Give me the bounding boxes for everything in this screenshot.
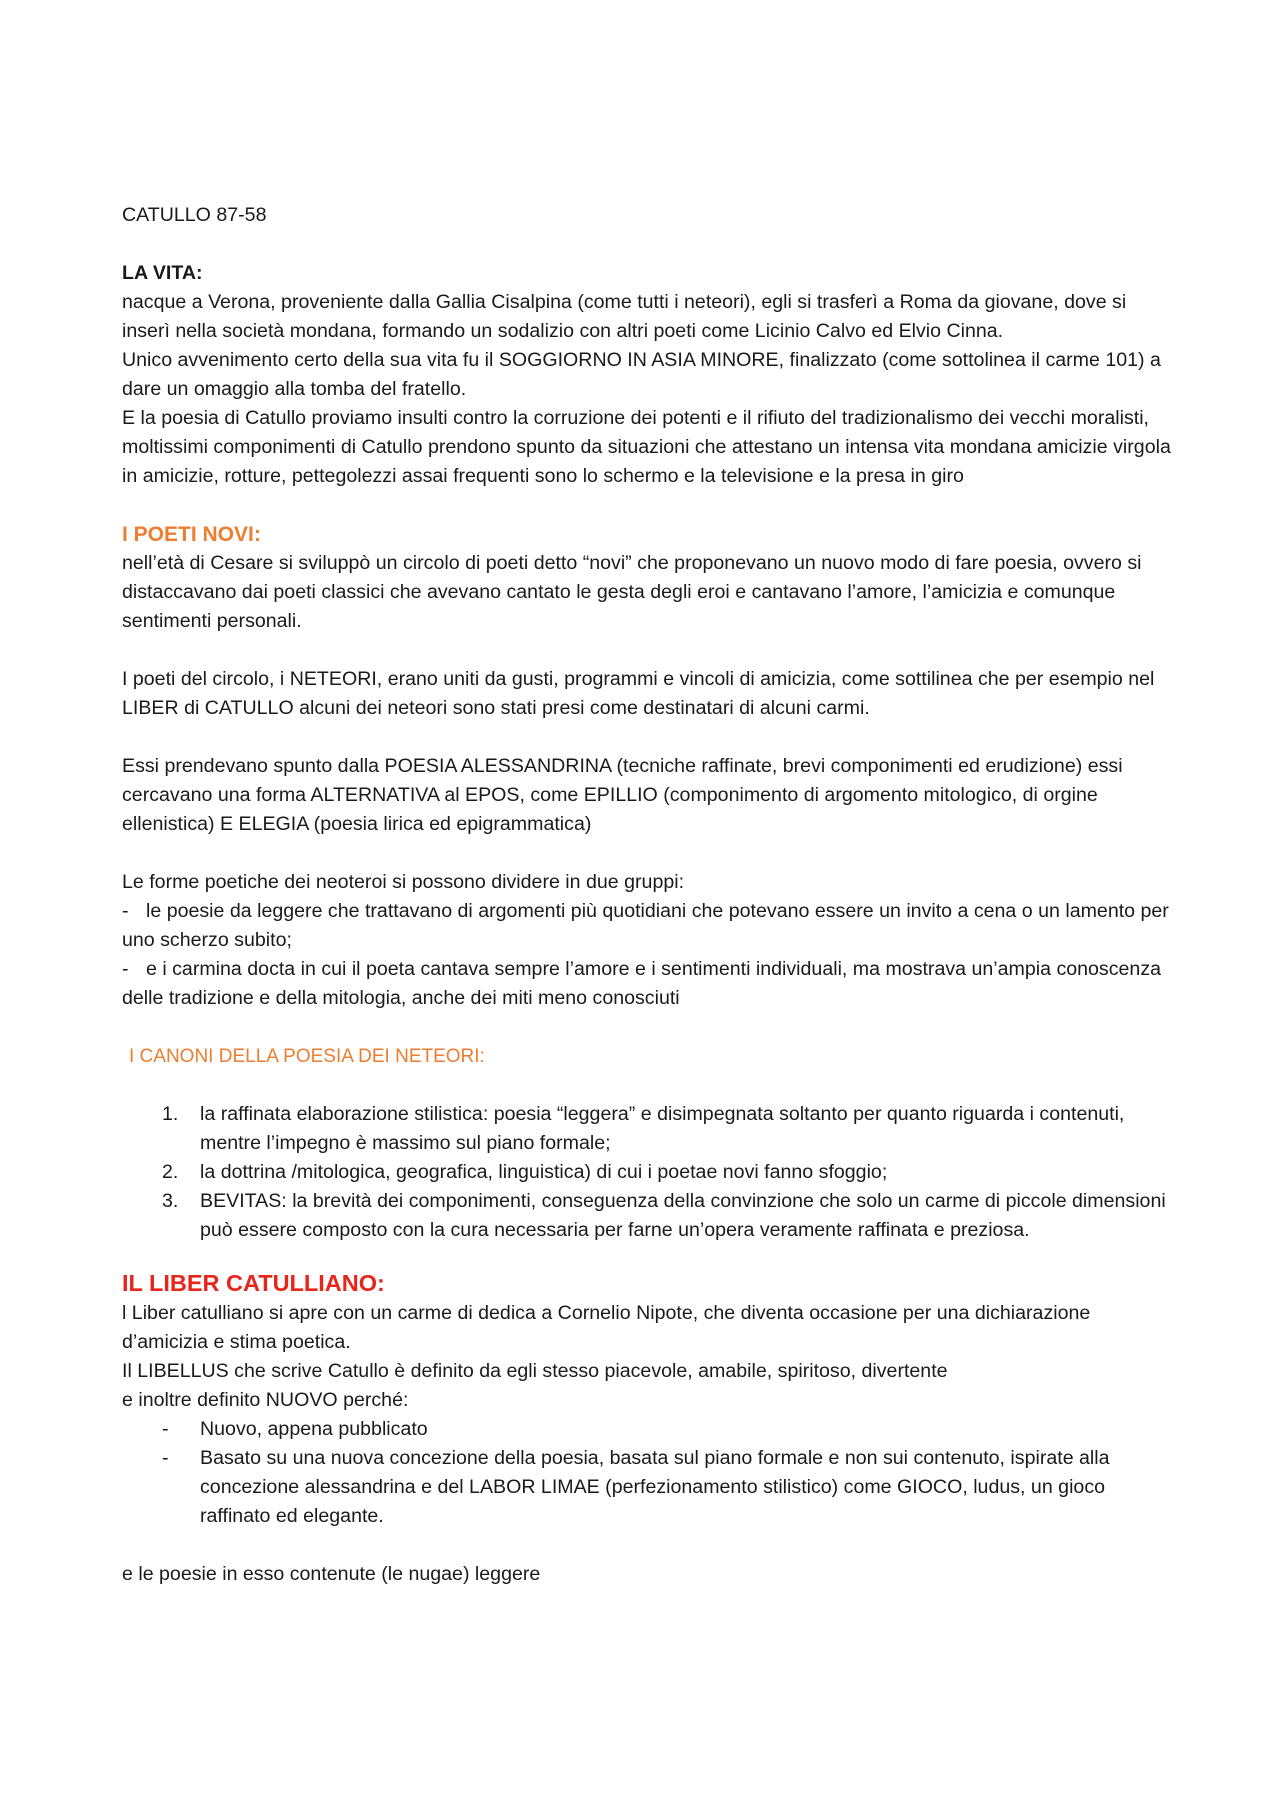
paragraph: Il LIBELLUS che scrive Catullo è definito da egli stesso piacevole, amabile, spiritoso, divertente [122, 1360, 948, 1382]
dash-marker: - [162, 1447, 169, 1469]
list-number: 1. [162, 1103, 179, 1125]
spacer [122, 723, 1172, 752]
spacer [122, 230, 1172, 259]
spacer [122, 636, 1172, 665]
list-number: 3. [162, 1190, 179, 1212]
list-number: 2. [162, 1161, 179, 1183]
paragraph: l Liber catulliano si apre con un carme di dedica a Cornelio Nipote, che diventa occasione per una dichiarazione d’amicizia e stima poetica. [122, 1302, 1091, 1353]
list-item-text: BEVITAS: la brevità dei componimenti, conseguenza della convinzione che solo un carme di piccole dimensioni può essere composto con la cura necessaria per farne un’opera veramente raffinata e preziosa. [200, 1190, 1166, 1241]
paragraph: nacque a Verona, proveniente dalla Gallia Cisalpina (come tutti i neteori), egli si trasferì a Roma da giovane, dove si inserì nella società mondana, formando un sodalizio con altri poeti come Licinio Calvo ed Elvio Cinna. [122, 291, 1127, 342]
spacer [122, 491, 1172, 520]
paragraph: Le forme poetiche dei neoteroi si possono dividere in due gruppi: [122, 871, 685, 893]
dash-item-text: le poesie da leggere che trattavano di argomenti più quotidiani che potevano essere un invito a cena o un lamento per uno scherzo subito; [122, 900, 1169, 951]
document-page [122, 201, 1172, 1589]
list-item-text: la raffinata elaborazione stilistica: poesia “leggera” e disimpegnata soltanto per quanto riguarda i contenuti, mentre l’impegno è massimo sul piano formale; [200, 1103, 1125, 1154]
dash-marker: - [122, 900, 129, 922]
list-item [122, 1100, 1172, 1158]
spacer [122, 839, 1172, 868]
document-title: CATULLO 87-58 [122, 204, 267, 226]
spacer [122, 1245, 1172, 1267]
paragraph: e inoltre definito NUOVO perché: [122, 1389, 409, 1411]
list-item-text: la dottrina /mitologica, geografica, linguistica) di cui i poetae novi fanno sfoggio; [200, 1161, 888, 1183]
paragraph: Unico avvenimento certo della sua vita fu il SOGGIORNO IN ASIA MINORE, finalizzato (come sottolinea il carme 101) a dare un omaggio alla tomba del fratello. [122, 349, 1161, 400]
dash-item-text: e i carmina docta in cui il poeta cantava sempre l’amore e i sentimenti individuali, ma mostrava un’ampia conoscenza delle tradizione e della mitologia, anche dei miti meno conosciuti [122, 958, 1162, 1009]
closing-paragraph: e le poesie in esso contenute (le nugae) leggere [122, 1563, 541, 1585]
spacer [122, 1531, 1172, 1560]
dash-marker: - [162, 1418, 169, 1440]
paragraph: Essi prendevano spunto dalla POESIA ALESSANDRINA (tecniche raffinate, brevi componimenti ed erudizione) essi cercavano una forma ALTERNATIVA al EPOS, come EPILLIO (componimento di argomento mitologico, di orgine ellenistica) E ELEGIA (poesia lirica ed epigrammatica) [122, 755, 1123, 835]
dash-marker: - [122, 958, 129, 980]
list-item-text: Nuovo, appena pubblicato [200, 1418, 428, 1440]
list-item-text: Basato su una nuova concezione della poesia, basata sul piano formale e non sui contenuto, ispirate alla concezione alessandrina e del LABOR LIMAE (perfezionamento stilistico) come GIOCO, ludus, un gioco raffinato ed elegante. [200, 1447, 1110, 1527]
dash-list-item [122, 897, 1172, 955]
list-item [122, 1415, 1172, 1444]
dash-list-item [122, 955, 1172, 1013]
section-heading-poeti-novi: I POETI NOVI: [122, 523, 261, 546]
spacer [122, 1071, 1172, 1100]
section-heading-vita: LA VITA: [122, 262, 203, 284]
section-heading-liber: IL LIBER CATULLIANO: [122, 1270, 385, 1296]
section-heading-canoni: I CANONI DELLA POESIA DEI NETEORI: [129, 1046, 485, 1067]
paragraph: E la poesia di Catullo proviamo insulti contro la corruzione dei potenti e il rifiuto del tradizionalismo dei vecchi moralisti, moltissimi componimenti di Catullo prendono spunto da situazioni che attestano un intensa vita mondana amicizie virgola in amicizie, rotture, pettegolezzi assai frequenti sono lo schermo e la televisione e la presa in giro [122, 407, 1171, 487]
paragraph: I poeti del circolo, i NETEORI, erano uniti da gusti, programmi e vincoli di amicizia, come sottilinea che per esempio nel LIBER di CATULLO alcuni dei neteori sono stati presi come destinatari di alcuni carmi. [122, 668, 1155, 719]
list-item [122, 1158, 1172, 1187]
list-item [122, 1444, 1172, 1531]
list-item [122, 1187, 1172, 1245]
dash-list [122, 1415, 1172, 1531]
spacer [122, 1013, 1172, 1042]
paragraph: nell’età di Cesare si sviluppò un circolo di poeti detto “novi” che proponevano un nuovo modo di fare poesia, ovvero si distaccavano dai poeti classici che avevano cantato le gesta degli eroi e cantavano l’amore, l’amicizia e comunque sentimenti personali. [122, 552, 1142, 632]
numbered-list [122, 1100, 1172, 1245]
